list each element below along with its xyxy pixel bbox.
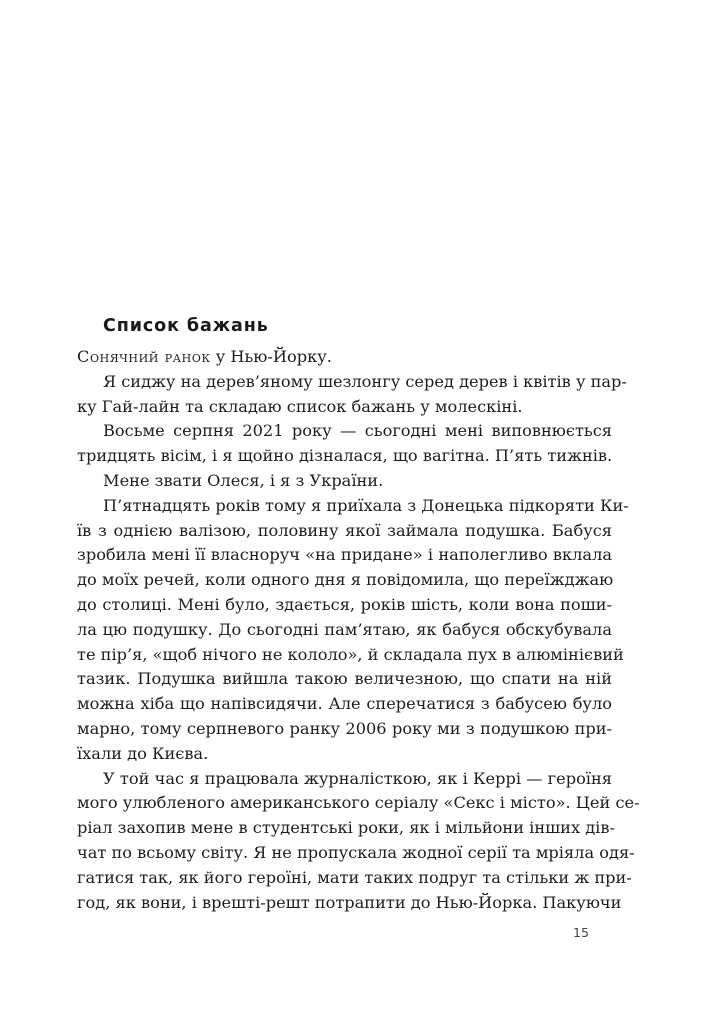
- text-line: марно, тому серпневого ранку 2006 року ми з подушкою при-: [77, 718, 612, 738]
- text-line: ку Гай-лайн та складаю список бажань у молескіні.: [77, 396, 523, 416]
- text-line: можна хіба що напівсидячи. Але сперечатися з бабусею було: [77, 694, 612, 714]
- text-line: тридцять вісім, і я щойно дізналася, що вагітна. П’ять тижнів.: [77, 446, 613, 466]
- text-line: год, як вони, і врешті-решт потрапити до Нью-Йорка. Пакуючи: [77, 892, 622, 912]
- text-line: У той час я працювала журналісткою, як і Керрі — героїня: [103, 768, 612, 788]
- chapter-title: Список бажань: [103, 316, 269, 336]
- text-line: їв з однією валізою, половину якої займала подушка. Бабуся: [77, 520, 612, 540]
- text-line: те пір’я, «щоб нічого не кололо», й складала пух в алюмінієвий: [77, 644, 624, 664]
- text-line: [77, 345, 612, 370]
- text-line: до столиці. Мені було, здається, років шість, коли вона поши-: [77, 594, 612, 614]
- text-line: Мене звати Олеся, і я з України.: [103, 470, 384, 490]
- text-line: Восьме серпня 2021 року — сьогодні мені виповнюється: [103, 421, 612, 441]
- text-line: чат по всьому світу. Я не пропускала жодної серії та мріяла одя-: [77, 842, 635, 862]
- lead-in-rest: у Нью-Йорку.: [210, 347, 332, 366]
- lead-in-smallcaps: Сонячний ранок: [77, 347, 211, 366]
- text-line: мого улюбленого американського серіалу «Секс і місто». Цей се-: [77, 793, 640, 813]
- text-line: ла цю подушку. До сьогодні пам’ятаю, як бабуся обскубувала: [77, 619, 612, 639]
- text-line: тазик. Подушка вийшла такою величезною, що спати на ній: [77, 669, 612, 689]
- page-number: 15: [573, 925, 589, 940]
- text-line: гатися так, як його героїні, мати таких подруг та стільки ж при-: [77, 867, 632, 887]
- text-line: до моїх речей, коли одного дня я повідомила, що переїжджаю: [77, 570, 614, 590]
- text-line: їхали до Києва.: [77, 743, 209, 763]
- text-line: Я сиджу на дерев’яному шезлонгу серед дерев і квітів у пар-: [103, 371, 627, 391]
- text-line: ріал захопив мене в студентські роки, як і мільйони інших дів-: [77, 818, 615, 838]
- body-text: [77, 345, 640, 915]
- text-line: зробила мені її власноруч «на придане» і наполегливо вклала: [77, 545, 612, 565]
- text-line: П’ятнадцять років тому я приїхала з Донецька підкоряти Ки-: [103, 495, 629, 515]
